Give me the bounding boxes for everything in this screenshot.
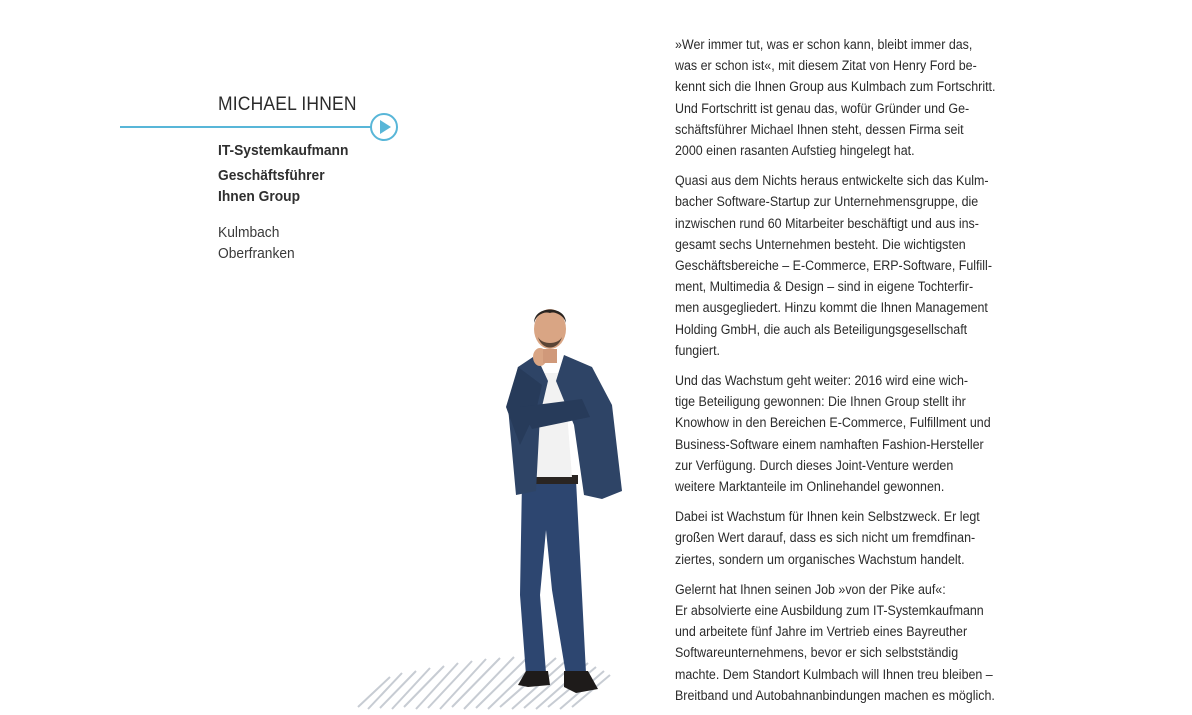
location-city: Kulmbach [218,224,280,241]
text-line: Und das Wachstum geht weiter: 2016 wird eine wich- [675,373,969,389]
text-line: Softwareunternehmens, bevor er sich selbstständig [675,645,959,661]
text-line: fungiert. [675,342,721,358]
article-paragraph-3 [675,370,1015,497]
text-line: Quasi aus dem Nichts heraus entwickelte sich das Kulm- [675,173,989,189]
text-line: Geschäftsbereiche – E-Commerce, ERP-Software, Fulfill- [675,258,992,274]
text-line: Dabei ist Wachstum für Ihnen kein Selbstzweck. Er legt [675,509,980,525]
text-line: weitere Marktanteile im Onlinehandel gewonnen. [675,479,945,495]
text-line: zur Verfügung. Durch dieses Joint-Venture werden [675,457,954,473]
play-icon [380,120,391,134]
text-line: großen Wert darauf, dass es sich nicht um fremdfinan- [675,530,976,546]
text-line: machte. Dem Standort Kulmbach will Ihnen treu bleiben – [675,666,993,682]
text-line: was er schon ist«, mit diesem Zitat von Henry Ford be- [675,58,977,74]
text-line: Er absolvierte eine Ausbildung zum IT-Systemkaufmann [675,603,984,619]
text-line: tige Beteiligung gewonnen: Die Ihnen Group stellt ihr [675,394,966,410]
text-line: Gelernt hat Ihnen seinen Job »von der Pike auf«: [675,581,946,597]
text-line: schäftsführer Michael Ihnen steht, dessen Firma seit [675,121,964,137]
text-line: bacher Software-Startup zur Unternehmensgruppe, die [675,194,979,210]
person-name: MICHAEL IHNEN [218,94,357,115]
text-line: Holding GmbH, die auch als Beteiligungsgesellschaft [675,321,968,337]
role-line-company: Ihnen Group [218,188,301,205]
article-paragraph-2 [675,170,1015,361]
text-line: ziertes, sondern um organisches Wachstum handelt. [675,551,965,567]
text-line: Knowhow in den Bereichen E-Commerce, Fulfillment und [675,415,991,431]
role-line-title: Geschäftsführer [218,167,325,184]
text-line: inzwischen rund 60 Mitarbeiter beschäftigt und aus ins- [675,215,979,231]
text-line: »Wer immer tut, was er schon kann, bleibt immer das, [675,37,973,52]
left-shoe [518,671,550,687]
text-line: Breitband und Autobahnanbindungen machen es möglich. [675,687,995,703]
neck [543,349,557,363]
text-line: kennt sich die Ihnen Group aus Kulmbach zum Fortschritt. [675,79,996,95]
text-line: 2000 einen rasanten Aufstieg hingelegt hat. [675,143,915,159]
text-line: men ausgegliedert. Hinzu kommt die Ihnen Management [675,300,988,316]
location-region: Oberfranken [218,245,295,262]
article-paragraph-4 [675,506,1015,570]
text-line: Und Fortschritt ist genau das, wofür Gründer und Ge- [675,100,970,116]
article-body [675,34,1015,715]
role-line-job: IT-Systemkaufmann [218,142,349,159]
text-line: gesamt sechs Unternehmen besteht. Die wichtigsten [675,236,966,252]
jeans [520,480,586,675]
text-line: ment, Multimedia & Design – sind in eigene Tochterfir- [675,279,974,295]
text-line: Business-Software einem namhaften Fashion-Hersteller [675,436,984,452]
article-paragraph-1 [675,34,1015,161]
play-button[interactable] [370,113,398,141]
portrait-figure [350,295,630,713]
article-paragraph-5 [675,579,1015,706]
accent-divider [120,126,372,128]
text-line: und arbeitete fünf Jahre im Vertrieb eines Bayreuther [675,624,968,640]
